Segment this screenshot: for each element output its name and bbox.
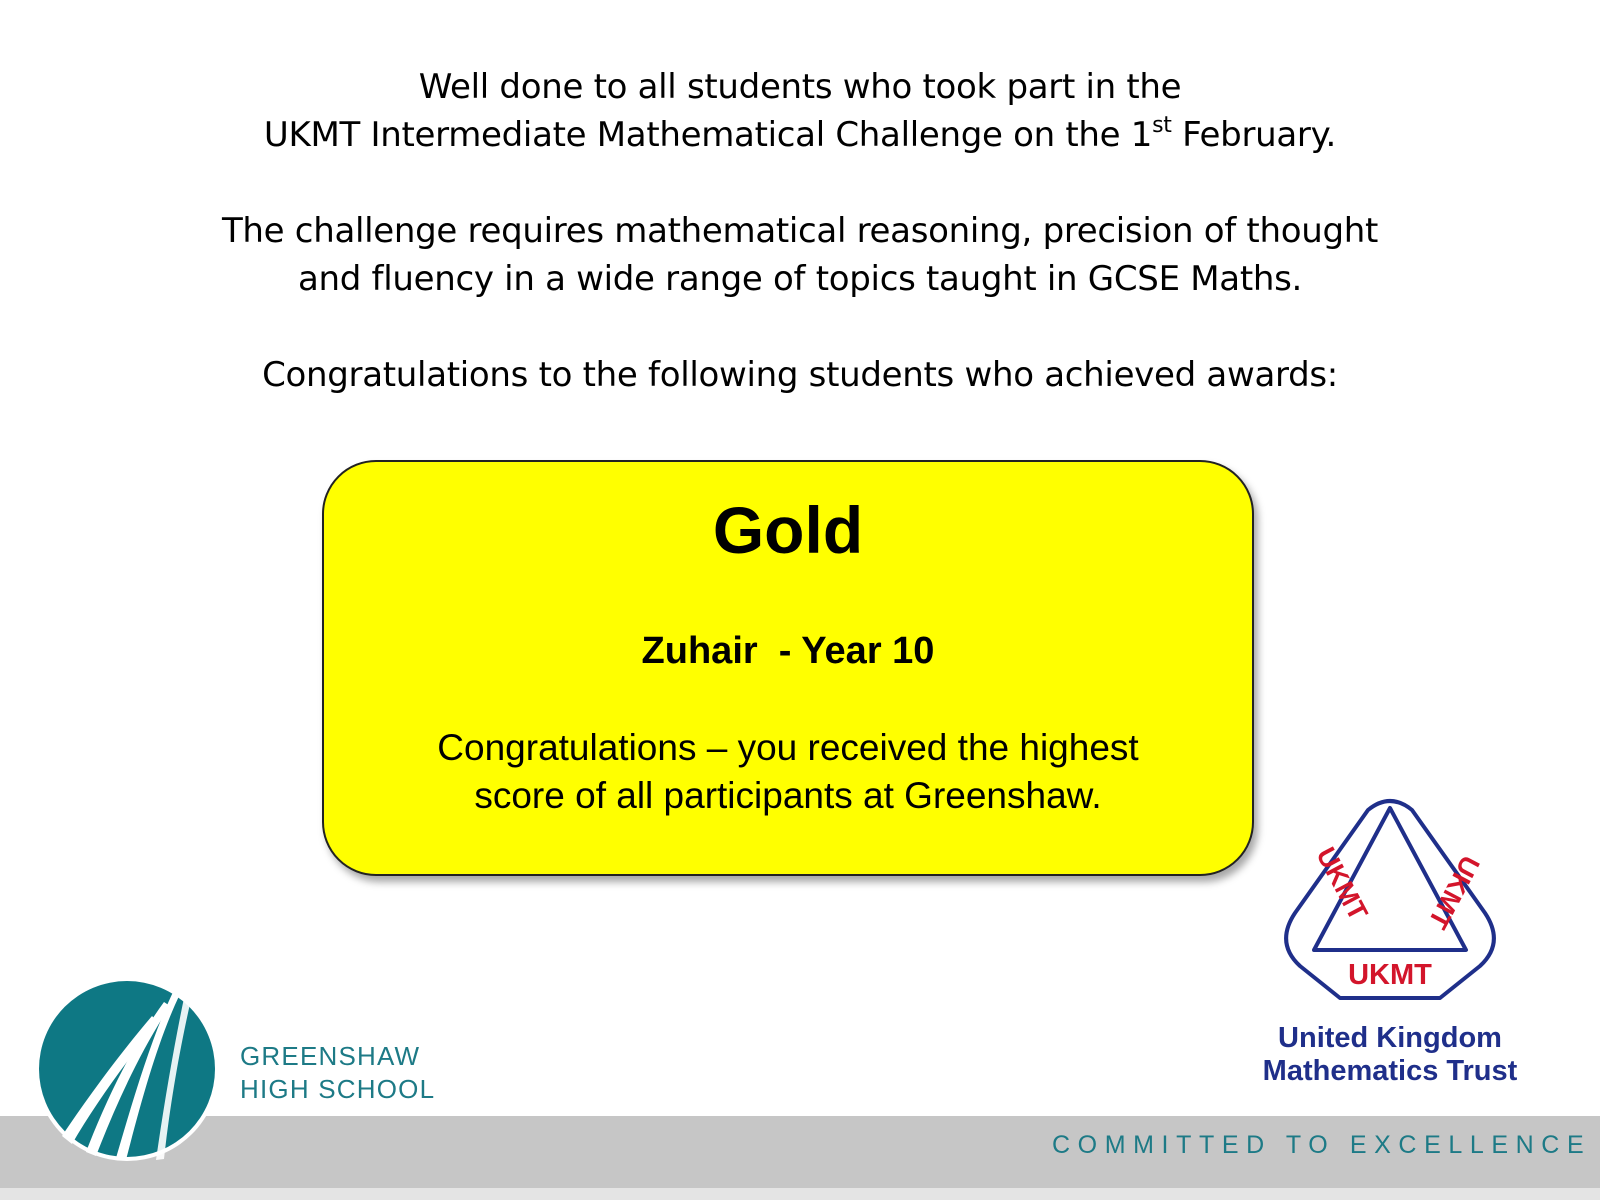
award-title: Gold <box>712 493 864 567</box>
intro-line-2-text: UKMT Intermediate Mathematical Challenge on the 1 <box>263 115 1153 155</box>
intro-line-2 <box>0 111 1600 159</box>
ukmt-triangle-logo-icon <box>1280 798 1500 1000</box>
award-student: Zuhair - Year 10 <box>641 630 935 672</box>
ukmt-logo-text-right: UKMT <box>1422 850 1486 934</box>
intro-paragraph-2 <box>0 207 1600 303</box>
ukmt-name-line-2: Mathematics Trust <box>1262 1055 1518 1087</box>
school-name-line-1: GREENSHAW <box>240 1041 421 1071</box>
intro-line-4: and fluency in a wide range of topics taught in GCSE Maths. <box>297 259 1303 299</box>
award-message-line-2: score of all participants at Greenshaw. <box>474 775 1102 816</box>
intro-paragraph-3 <box>0 351 1600 399</box>
intro-line-3: The challenge requires mathematical reasoning, precision of thought <box>221 211 1379 251</box>
intro-line-5: Congratulations to the following students who achieved awards: <box>262 355 1338 395</box>
intro-paragraph-1 <box>0 63 1600 159</box>
intro-line-2-end: February. <box>1171 115 1337 155</box>
school-tagline: COMMITTED TO EXCELLENCE <box>1052 1131 1592 1159</box>
ukmt-name <box>1200 1022 1580 1088</box>
award-message <box>324 724 1252 820</box>
footer-strip <box>0 1188 1600 1200</box>
ukmt-logo-text-bottom: UKMT <box>1348 959 1432 991</box>
gold-award-card <box>322 460 1254 876</box>
greenshaw-logo-icon <box>34 976 220 1162</box>
intro-line-1: Well done to all students who took part in the <box>418 67 1182 107</box>
ukmt-name-line-1: United Kingdom <box>1278 1022 1502 1054</box>
ukmt-logo-text-left: UKMT <box>1310 842 1374 926</box>
ordinal-suffix: st <box>1152 113 1172 138</box>
school-name <box>240 1040 435 1106</box>
school-name-line-2: HIGH SCHOOL <box>240 1074 436 1104</box>
award-message-line-1: Congratulations – you received the highest <box>437 727 1139 768</box>
